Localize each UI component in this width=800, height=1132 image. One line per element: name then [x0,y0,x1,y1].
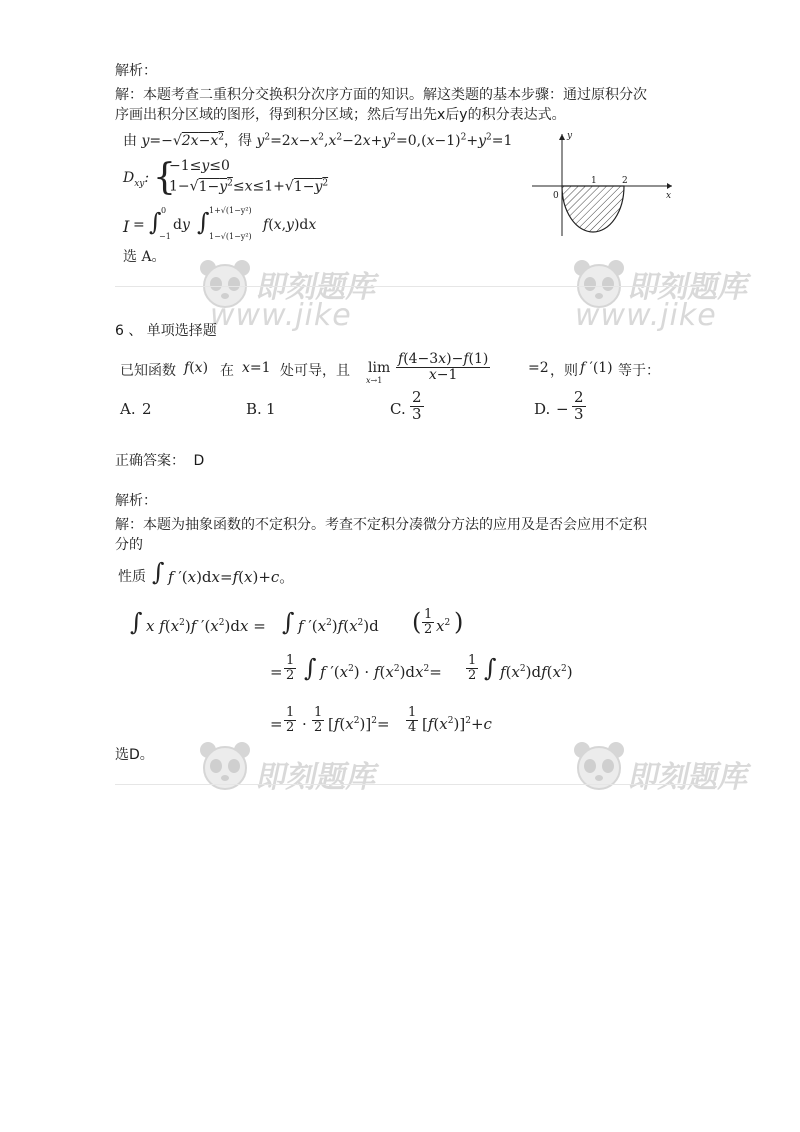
q6-answer-value: D [193,453,205,469]
x-axis-arrow-icon [667,183,672,189]
q6-answer-label: 正确答案： [115,453,185,469]
q6-stem-eq: 等于： [618,363,660,379]
q6-choice: 选D。 [115,747,154,763]
divider [115,784,700,785]
watermark-brand: 即刻题库 [625,760,753,795]
q5-math-get: ，得 [223,133,252,149]
q5-equation-line: 由 $y=-√2x-x^2$，得 $y^2=2x-x^2,x^2-2x+y^2=0,(x-1)^2+y^2=1$ [123,132,513,149]
q5-solution-line-2: 序画出积分区域的图形，得到积分区域；然后写出先x后y的积分表达式。 [115,107,566,123]
q5-domain-label: D [123,170,135,186]
watermark-brand: 即刻题库 [625,270,753,305]
graph-origin-label: 0 [553,191,559,201]
q6-property-label: 性质 [118,569,146,585]
watermark-brand: 即刻题库 [253,270,381,305]
graph-tick-1: 1 [591,176,597,186]
graph-tick-2: 2 [622,176,628,186]
watermark-url-clip [575,298,717,338]
q6-stem-at: 在 [220,363,234,379]
watermark-url: www.jike [575,298,717,333]
q6-analysis-label: 解析： [115,493,157,509]
watermark-brand: 即刻题库 [253,760,381,795]
watermark-url: www.jike [210,298,352,333]
q6-stem-known: 已知函数 [120,363,176,379]
divider [115,286,700,287]
q6-title: 6 、 单项选择题 [115,323,217,339]
graph-x-label: x [666,191,672,201]
watermark-brand-clip [625,262,753,305]
y-axis-arrow-icon [559,134,565,140]
watermark-brand-clip [253,752,381,795]
q6-stem-diff: 处可导，且 [280,363,350,379]
q6-solution-line-2: 分的 [115,537,143,553]
q5-region-graph [530,128,680,240]
q6-solution-line-1: 解：本题为抽象函数的不定积分。考查不定积分凑微分方法的应用及是否会应用不定积 [115,517,647,533]
q5-analysis-label: 解析： [115,63,157,79]
q6-stem-then: ，则 [550,363,578,379]
graph-y-label: y [567,131,573,141]
q6-answer [115,450,204,472]
q5-solution-line-1: 解：本题考查二重积分交换积分次序方面的知识。解这类题的基本步骤：通过原积分次 [115,87,647,103]
hatched-region [562,186,624,232]
q5-choice: 选 A。 [123,249,166,265]
q5-domain-sub: xy [134,178,145,189]
q5-math-intro: 由 [123,133,137,149]
watermark-brand-clip [625,752,753,795]
